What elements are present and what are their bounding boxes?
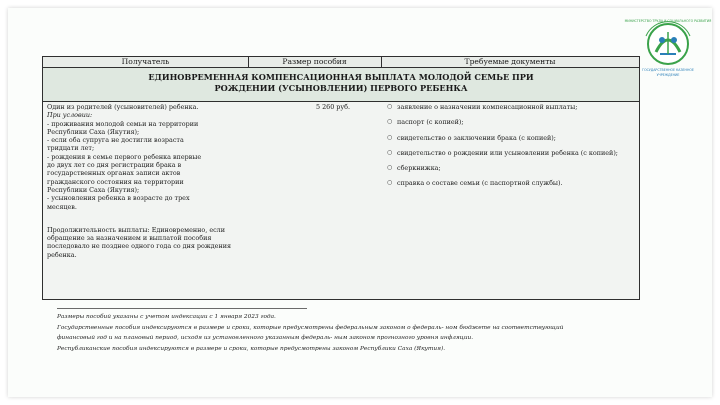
banner-line: РОЖДЕНИИ (УСЫНОВЛЕНИИ) ПЕРВОГО РЕБЕНКА (214, 83, 468, 93)
recipient-line: - рождения в семье первого ребенка впервые (47, 152, 202, 161)
documents-list (387, 103, 633, 188)
footnote-divider (57, 308, 307, 309)
footnotes (57, 312, 697, 354)
recipient-cell (47, 103, 269, 259)
list-item: ○ заявление о назначении компенсационной выплаты; (387, 103, 633, 111)
banner-line: ЕДИНОВРЕМЕННАЯ КОМПЕНСАЦИОННАЯ ВЫПЛАТА МОЛОДОЙ СЕМЬЕ ПРИ (148, 72, 534, 82)
recipient-line: - если оба супруга не достигли возраста (47, 136, 184, 145)
duration-line: последовало не позднее одного года со дня рождения (47, 242, 231, 251)
recipient-line: Один из родителей (усыновителей) ребенка. (47, 103, 199, 111)
benefit-table (42, 56, 640, 300)
list-item: ○ справка о составе семьи (с паспортной службы). (387, 179, 633, 187)
table-header-row (43, 57, 639, 68)
header-documents: Требуемые документы (464, 57, 556, 66)
ministry-emblem-icon (624, 18, 712, 80)
recipient-line: Республики Саха (Якутия); (47, 127, 140, 136)
recipient-line: - усыновления ребенка в возрасте до трех (47, 194, 190, 203)
list-item: ○ сберкнижка; (387, 164, 633, 172)
recipient-line: государственных органах записи актов (47, 169, 181, 178)
documents-cell (387, 103, 633, 195)
duration-line: ребенка. (47, 250, 77, 259)
ministry-logo (624, 18, 712, 80)
header-amount: Размер пособия (282, 57, 347, 66)
footnote-line: Размеры пособий указаны с учетом индексации с 1 января 2023 года. (57, 314, 276, 320)
footnote-line: финансовый год и на плановый период, исходя из установленного указанным федераль- ным законом прогнозного уровня инфляции. (57, 335, 474, 341)
logo-sub-text: УЧРЕЖДЕНИЕ (656, 73, 680, 77)
footnote-line: Республиканские пособия индексируются в размере и сроки, которые предусмотрены законом Республики Саха (Якутия). (57, 345, 446, 352)
header-recipient: Получатель (121, 57, 170, 66)
amount-cell: 5 260 руб. (315, 103, 351, 111)
list-item: ○ свидетельство о рождении или усыновлении ребенка (с копией); (387, 149, 633, 157)
recipient-line: тридцати лет; (47, 144, 95, 153)
list-item: ○ паспорт (с копией); (387, 118, 633, 126)
recipient-line: месяцев. (47, 202, 77, 211)
logo-bottom-text: ГОСУДАРСТВЕННОЕ КАЗЕННОЕ (642, 68, 694, 72)
recipient-line: гражданского состояния на территории (47, 177, 184, 186)
benefit-title-banner (43, 68, 639, 102)
recipient-line: Республики Саха (Якутия); (47, 185, 140, 194)
duration-line: обращение за назначением и выплатой пособия (47, 234, 212, 243)
recipient-line: При условии: (47, 111, 93, 120)
list-item: ○ свидетельство о заключении брака (с копией); (387, 134, 633, 142)
duration-line: Продолжительность выплаты: Единовременно, если (47, 225, 225, 234)
recipient-line: до двух лет со дня регистрации брака в (47, 161, 182, 170)
recipient-line: - проживания молодой семьи на территории (47, 119, 199, 128)
logo-top-text: МИНИСТЕРСТВО ТРУДА И СОЦИАЛЬНОГО РАЗВИТИЯ (624, 19, 712, 23)
footnote-line: Государственные пособия индексируются в размере и сроки, которые предусмотрены федеральным законом о федераль- ном бюджете на соответствующий (57, 324, 564, 331)
